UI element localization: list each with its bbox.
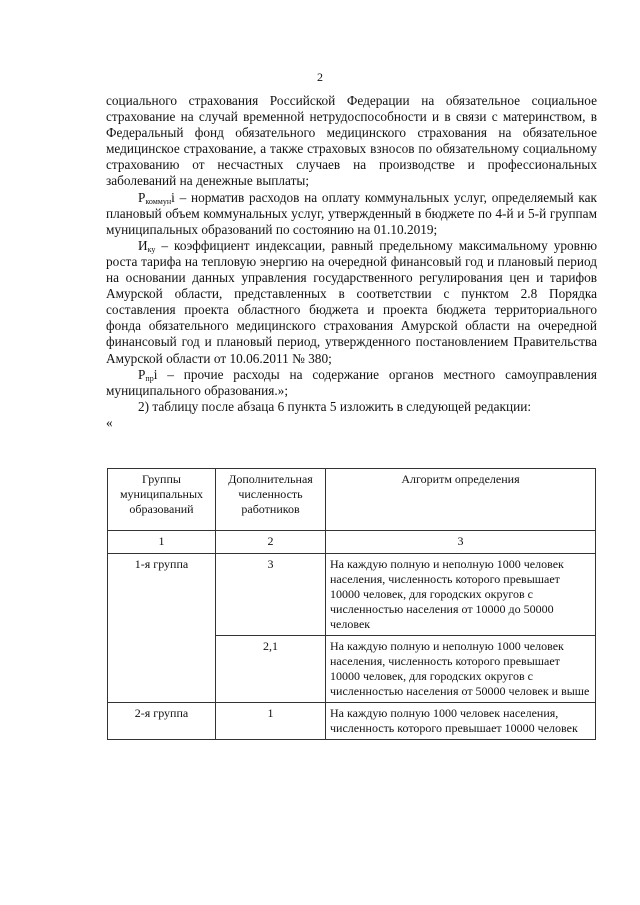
group-cell: 2-я группа bbox=[108, 703, 216, 740]
symbol-index-i: i bbox=[171, 189, 175, 205]
table-row bbox=[108, 703, 596, 740]
paragraph-contributions: социального страхования Российской Федерации на обязательное социальное страхование на случай временной нетрудоспособности и в связи с материнством, в Федеральный фонд обязательного медицинского страхования на обязательное медицинское страхование, а также страховых взносов по обязательному социальному страхованию от несчастных случаев на производстве и профессиональных заболеваний на денежные выплаты; bbox=[106, 93, 597, 189]
symbol-r: Р bbox=[138, 366, 146, 382]
table-row bbox=[108, 554, 596, 636]
header-groups: Группы муниципальных образований bbox=[108, 469, 216, 531]
paragraph-other-expenses bbox=[106, 367, 597, 399]
staff-table bbox=[107, 468, 596, 740]
count-cell: 2,1 bbox=[216, 636, 326, 703]
column-number: 3 bbox=[326, 531, 596, 554]
table-row bbox=[108, 636, 596, 703]
symbol-subscript-ku: ку bbox=[147, 244, 156, 254]
symbol-subscript-kommun: коммун bbox=[145, 196, 172, 206]
page-number: 2 bbox=[317, 70, 323, 84]
algorithm-cell: На каждую полную 1000 человек населения, численность которого превышает 10000 человек bbox=[326, 703, 596, 740]
paragraph-table-intro: 2) таблицу после абзаца 6 пункта 5 изложить в следующей редакции: bbox=[138, 398, 532, 414]
definition-text: – норматив расходов на оплату коммунальных услуг, определяемый как плановый объем коммунальных услуг, утвержденный в бюджете по 4-й и 5-й группам муниципальных образований по состоянию на 01.10.2019; bbox=[106, 189, 597, 237]
algorithm-cell: На каждую полную и неполную 1000 человек населения, численность которого превышает 10000 человек, для городских округов с численностью населения от 10000 до 50000 человек bbox=[326, 554, 596, 636]
header-additional-staff: Дополнительная численность работников bbox=[216, 469, 326, 531]
opening-quote-mark: « bbox=[106, 414, 113, 430]
table-header-row bbox=[108, 469, 596, 531]
document-body bbox=[106, 93, 597, 431]
group-cell bbox=[108, 636, 216, 703]
paragraph-utilities-norm bbox=[106, 190, 597, 238]
symbol-r: Р bbox=[138, 189, 146, 205]
table-column-numbers-row bbox=[108, 531, 596, 554]
definition-text: – коэффициент индексации, равный предельному максимальному уровню роста тарифа на тепловую энергию на очередной финансовый год и плановый период на основании данных управления государственного регулирования цен и тарифов Амурской области, представленных в соответствии с пунктом 2.8 Порядка составления проекта областного бюджета и проекта бюджета территориального фонда обязательного медицинского страхования Амурской области на очередной финансовый год и плановый период, утвержденного постановлением Правительства Амурской области от 10.06.2011 № 380; bbox=[106, 237, 597, 366]
symbol-index-i: i bbox=[153, 366, 158, 382]
symbol-i: И bbox=[138, 237, 148, 253]
count-cell: 1 bbox=[216, 703, 326, 740]
count-cell: 3 bbox=[216, 554, 326, 636]
group-cell: 1-я группа bbox=[108, 554, 216, 636]
definition-text: – прочие расходы на содержание органов местного самоуправления муниципального образования.»; bbox=[106, 366, 597, 398]
column-number: 1 bbox=[108, 531, 216, 554]
column-number: 2 bbox=[216, 531, 326, 554]
header-algorithm: Алгоритм определения bbox=[326, 469, 596, 531]
algorithm-cell: На каждую полную и неполную 1000 человек населения, численность которого превышает 10000 человек, для городских округов с численностью населения от 50000 человек и выше bbox=[326, 636, 596, 703]
symbol-subscript-pr: пр bbox=[145, 373, 154, 383]
paragraph-indexation-coefficient bbox=[106, 238, 597, 367]
